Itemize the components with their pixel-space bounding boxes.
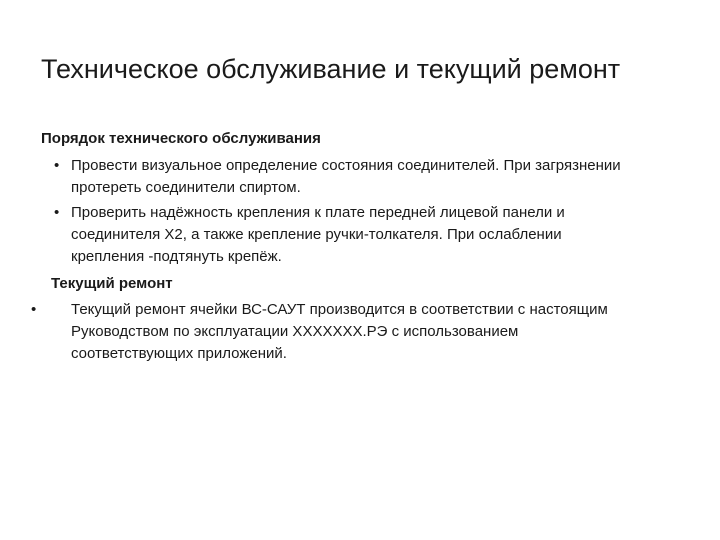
bullet-icon: •	[54, 157, 60, 174]
bullet-text-line: соединителя Х2, а также крепление ручки-толкателя. При ослаблении	[71, 226, 562, 243]
section-heading-repair: Текущий ремонт	[51, 275, 173, 292]
section-heading-maintenance: Порядок технического обслуживания	[41, 130, 321, 147]
bullet-text-line: протереть соединители спиртом.	[71, 179, 301, 196]
slide-title: Техническое обслуживание и текущий ремонт	[41, 54, 621, 84]
bullet-icon: •	[54, 204, 60, 221]
bullet-icon: •	[31, 301, 37, 318]
bullet-text-line: соответствующих приложений.	[71, 345, 287, 362]
bullet-text-line: Руководством по эксплуатации ХХХХХХХ.РЭ с использованием	[71, 323, 519, 340]
bullet-text-line: крепления -подтянуть крепёж.	[71, 248, 282, 265]
bullet-text-line: Проверить надёжность крепления к плате передней лицевой панели и	[71, 204, 565, 221]
bullet-text-line: Текущий ремонт ячейки ВС-САУТ производится в соответствии с настоящим	[71, 301, 608, 318]
bullet-text-line: Провести визуальное определение состояния соединителей. При загрязнении	[71, 157, 621, 174]
